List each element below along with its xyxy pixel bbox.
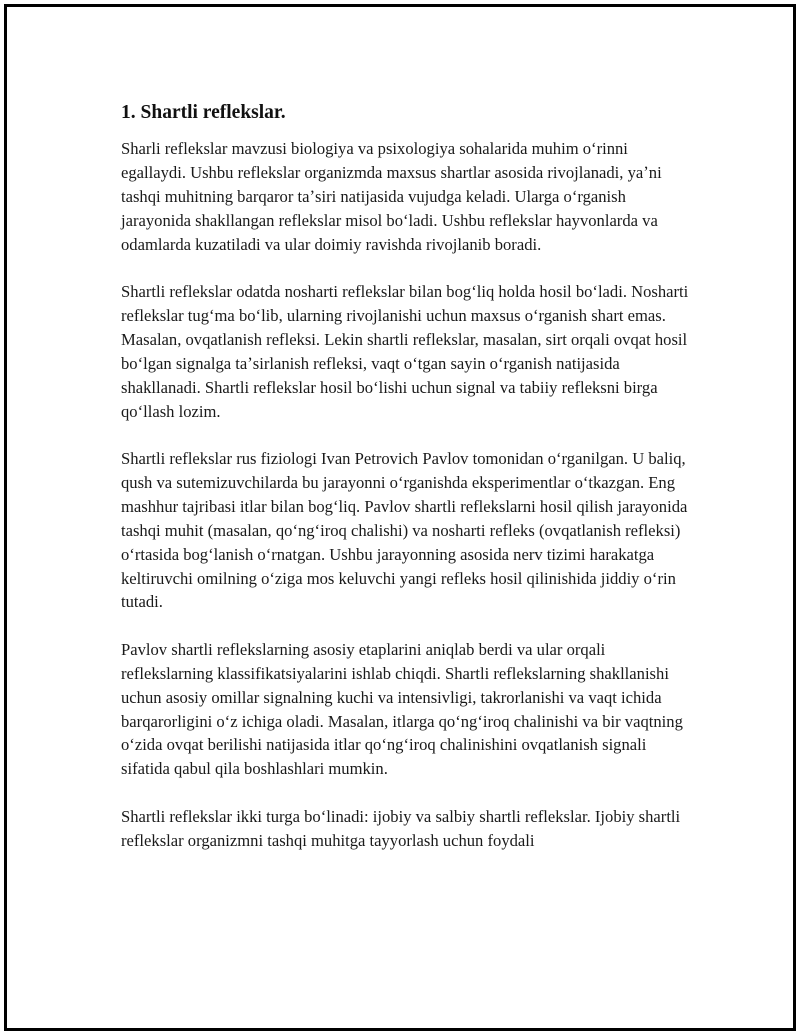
paragraph-3: Shartli reflekslar rus fiziologi Ivan Petrovich Pavlov tomonidan oʻrganilgan. U baliq, qush va sutemizuvchilarda bu jarayonni oʻrganishda eksperimentlar oʻtkazgan. Eng mashhur tajribasi itlar bilan bogʻliq. Pavlov shartli reflekslarni hosil qilish jarayonida tashqi muhit (masalan, qoʻngʻiroq chalishi) va nosharti refleks (ovqatlanish refleksi) oʻrtasida bogʻlanish oʻrnatgan. Ushbu jarayonning asosida nerv tizimi harakatga keltiruvchi omilning oʻziga mos keluvchi yangi refleks hosil qilinishida jiddiy oʻrin tutadi. — [121, 448, 688, 612]
page-frame — [4, 4, 796, 1031]
section-heading: 1. Shartli reflekslar. — [121, 102, 286, 123]
paragraph-2: Shartli reflekslar odatda nosharti reflekslar bilan bogʻliq holda hosil boʻladi. Nosharti reflekslar tugʻma boʻlib, ularning rivojlanishi uchun maxsus oʻrganish shart emas. Masalan, ovqatlanish refleksi. Lekin shartli reflekslar, masalan, sirt orqali ovqat hosil boʻlgan signalga taʼsirlanish refleksi, vaqt oʻtgan sayin oʻrganish natijasida shakllanadi. Shartli reflekslar hosil boʻlishi uchun signal va tabiiy refleksni birga qoʻllash lozim. — [121, 282, 689, 421]
paragraph-1: Sharli reflekslar mavzusi biologiya va psixologiya sohalarida muhim oʻrinni egallaydi. Ushbu reflekslar organizmda maxsus shartlar asosida rivojlanadi, yaʼni tashqi muhitning barqaror taʼsiri natijasida vujudga keladi. Ularga oʻrganish jarayonida shakllangan reflekslar misol boʻladi. Ushbu reflekslar hayvonlarda va odamlarda kuzatiladi va ular doimiy ravishda rivojlanib boradi. — [121, 139, 662, 254]
paragraph-5: Shartli reflekslar ikki turga boʻlinadi: ijobiy va salbiy shartli reflekslar. Ijobiy shartli reflekslar organizmni tashqi muhitga tayyorlash uchun foydali — [121, 806, 681, 850]
paragraph-4: Pavlov shartli reflekslarning asosiy etaplarini aniqlab berdi va ular orqali reflekslarning klassifikatsiyalarini ishlab chiqdi. Shartli reflekslarning shakllanishi uchun asosiy omillar signalning kuchi va intensivligi, takrorlanishi va vaqt ichida barqarorligini oʻz ichiga oladi. Masalan, itlarga qoʻngʻiroq chalinishi va bir vaqtning oʻzida ovqat berilishi natijasida itlar qoʻngʻiroq chalinishini ovqatlanish signali sifatida qabul qila boshlashlari mumkin. — [121, 639, 683, 779]
document-body — [121, 99, 689, 876]
